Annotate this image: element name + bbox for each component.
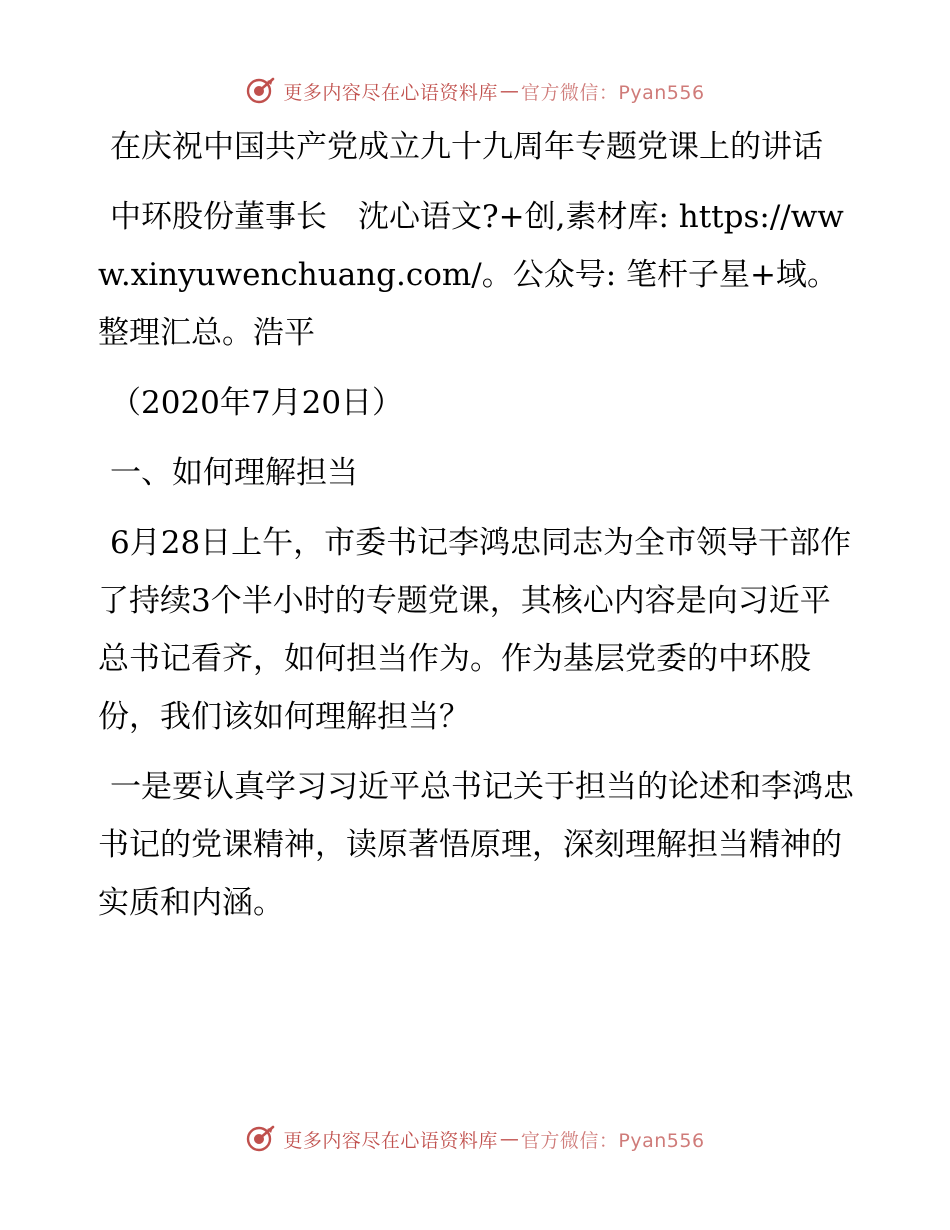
watermark-dash: — [499, 80, 519, 102]
document-title: 在庆祝中国共产党成立九十九周年专题党课上的讲话 [110, 129, 823, 165]
footer-watermark [0, 1124, 950, 1154]
document-date: （2020年7月20日） [110, 385, 404, 421]
watermark-dash: — [499, 1128, 519, 1150]
header-watermark [0, 76, 950, 106]
watermark-wechat-text: 官方微信：Pyan556 [520, 1129, 705, 1152]
watermark-main-text: 更多内容尽在心语资料库 [283, 1129, 498, 1152]
quill-logo-icon [245, 1124, 275, 1154]
paragraph-2: 一是要认真学习习近平总书记关于担当的论述和李鸿忠书记的党课精神，读原著悟原理，深刻理解担当精神的实质和内涵。 [98, 769, 854, 921]
watermark-wechat-text: 官方微信：Pyan556 [520, 81, 705, 104]
section-heading: 一、如何理解担当 [110, 455, 358, 491]
quill-logo-icon [245, 76, 275, 106]
paragraph-1: 6月28日上午，市委书记李鸿忠同志为全市领导干部作了持续3个半小时的专题党课，其核心内容是向习近平总书记看齐，如何担当作为。作为基层党委的中环股份，我们该如何理解担当？ [98, 525, 852, 735]
document-byline: 中环股份董事长 沈心语文?+创,素材库: https://www.xinyuwenchuang.com/。公众号: 笔杆子星+域。整理汇总。浩平 [98, 199, 844, 351]
watermark-main-text: 更多内容尽在心语资料库 [283, 81, 498, 104]
document-body [98, 118, 858, 944]
